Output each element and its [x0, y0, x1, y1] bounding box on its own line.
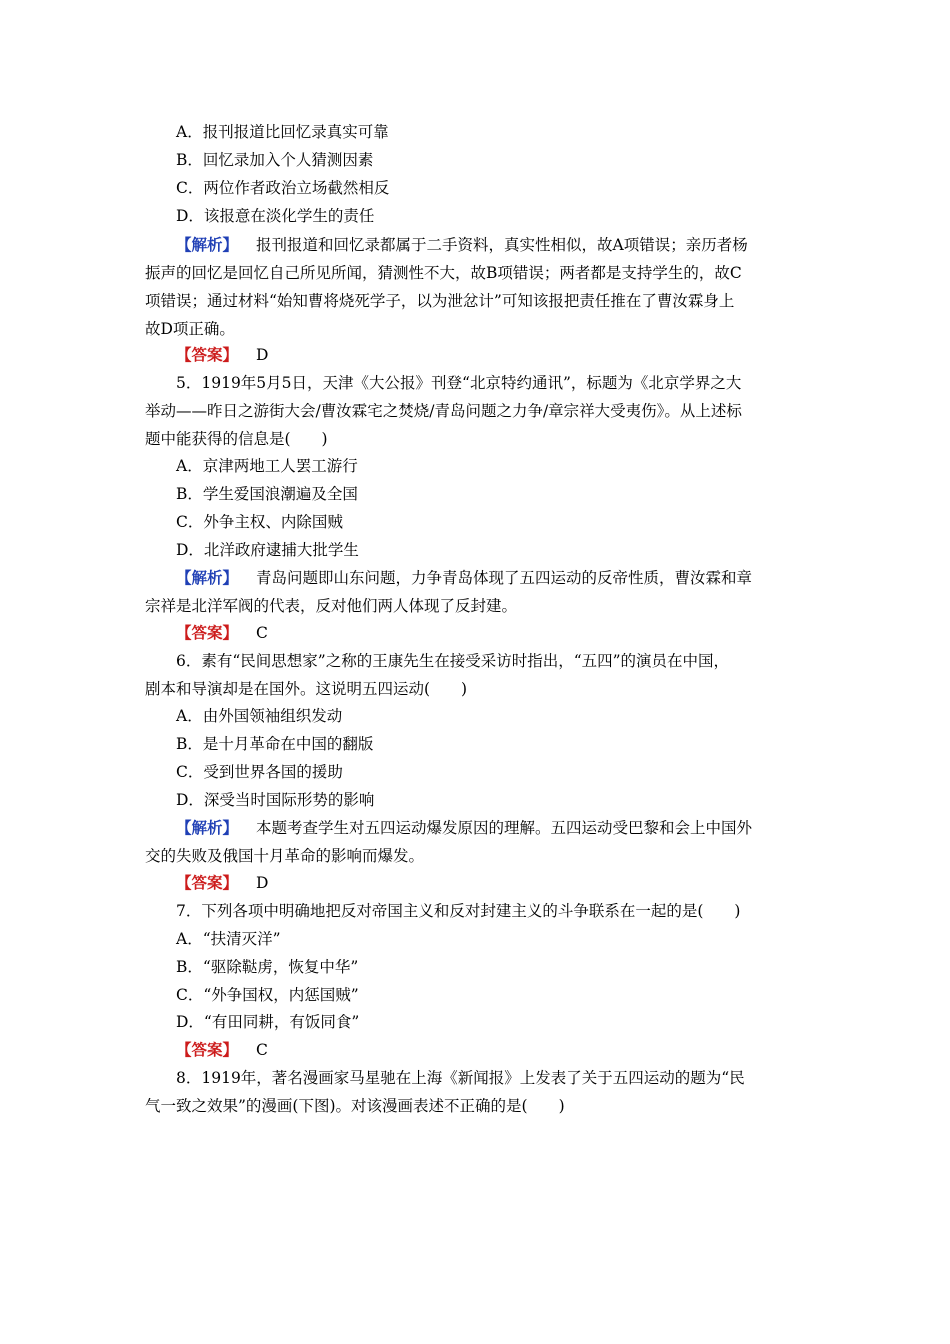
q6-option-c: C．受到世界各国的援助: [176, 763, 343, 781]
answer-value: C: [256, 624, 268, 642]
q4-analysis-line-3: 项错误；通过材料“始知曹将烧死学子，以为泄忿计”可知该报把责任推在了曹汝霖身上: [145, 292, 735, 310]
q7-option-c: C．“外争国权，内惩国贼”: [176, 986, 359, 1004]
q5-option-b: B．学生爱国浪潮遍及全国: [176, 485, 358, 503]
q4-analysis-line-4: 故D项正确。: [145, 320, 235, 338]
q5-stem-line-3: 题中能获得的信息是( ): [145, 430, 328, 448]
q6-answer: [176, 869, 810, 897]
q4-option-d: D．该报意在淡化学生的责任: [176, 207, 375, 225]
q4-option-b: B．回忆录加入个人猜测因素: [176, 151, 374, 169]
q4-answer: [176, 341, 810, 369]
q7-option-a: A．“扶清灭洋”: [176, 930, 281, 948]
analysis-text: 青岛问题即山东问题，力争青岛体现了五四运动的反帝性质，曹汝霖和章: [256, 569, 753, 587]
q4-analysis-line-2: 振声的回忆是回忆自己所见所闻，猜测性不大，故B项错误；两者都是支持学生的，故C: [145, 264, 742, 282]
q7-answer: [176, 1036, 810, 1064]
q6-stem-line-2: 剧本和导演却是在国外。这说明五四运动( ): [145, 680, 468, 698]
q6-option-a: A．由外国领袖组织发动: [176, 707, 343, 725]
answer-value: D: [256, 874, 269, 892]
q6-analysis-line-2: 交的失败及俄国十月革命的影响而爆发。: [145, 847, 425, 865]
q4-option-a: A．报刊报道比回忆录真实可靠: [176, 123, 389, 141]
analysis-text: 本题考查学生对五四运动爆发原因的理解。五四运动受巴黎和会上中国外: [256, 819, 753, 837]
q6-option-d: D．深受当时国际形势的影响: [176, 791, 375, 809]
analysis-label: 【解析】: [176, 568, 239, 587]
answer-value: D: [256, 346, 269, 364]
q5-option-d: D．北洋政府逮捕大批学生: [176, 541, 359, 559]
answer-value: C: [256, 1041, 268, 1059]
q4-analysis: [176, 231, 810, 259]
q8-stem: 8．1919年，著名漫画家马星驰在上海《新闻报》上发表了关于五四运动的题为“民: [176, 1069, 745, 1087]
answer-label: 【答案】: [176, 1040, 239, 1059]
q5-option-a: A．京津两地工人罢工游行: [176, 457, 358, 475]
q7-stem: 7．下列各项中明确地把反对帝国主义和反对封建主义的斗争联系在一起的是( ): [176, 902, 741, 920]
q8-stem-line-2: 气一致之效果”的漫画(下图)。对该漫画表述不正确的是( ): [145, 1097, 565, 1115]
q5-analysis-line-2: 宗祥是北洋军阀的代表，反对他们两人体现了反封建。: [145, 597, 518, 615]
q5-option-c: C．外争主权、内除国贼: [176, 513, 343, 531]
q7-option-b: B．“驱除鞑虏，恢复中华”: [176, 958, 359, 976]
analysis-label: 【解析】: [176, 235, 239, 254]
answer-label: 【答案】: [176, 873, 239, 892]
analysis-label: 【解析】: [176, 818, 239, 837]
q5-stem-line-2: 举动——昨日之游街大会/曹汝霖宅之焚烧/青岛问题之力争/章宗祥大受夷伤》。从上述标: [145, 402, 742, 420]
q6-analysis: [176, 814, 810, 842]
q5-stem: 5．1919年5月5日，天津《大公报》刊登“北京特约通讯”，标题为《北京学界之大: [176, 374, 742, 392]
q6-stem: 6．素有“民间思想家”之称的王康先生在接受采访时指出，“五四”的演员在中国，: [176, 652, 730, 670]
q4-option-c: C．两位作者政治立场截然相反: [176, 179, 390, 197]
q5-answer: [176, 619, 810, 647]
analysis-text: 报刊报道和回忆录都属于二手资料，真实性相似，故A项错误；亲历者杨: [256, 236, 748, 254]
q6-option-b: B．是十月革命在中国的翻版: [176, 735, 374, 753]
answer-label: 【答案】: [176, 623, 239, 642]
q7-option-d: D．“有田同耕，有饭同食”: [176, 1013, 360, 1031]
q5-analysis: [176, 564, 810, 592]
answer-label: 【答案】: [176, 345, 239, 364]
